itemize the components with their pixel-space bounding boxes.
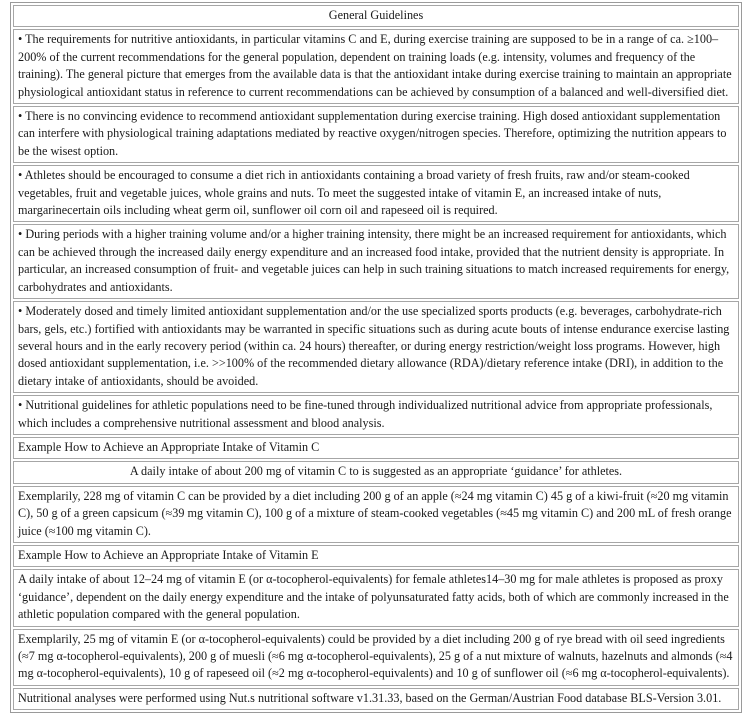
table-row [13,224,739,299]
vitamin-e-heading: Example How to Achieve an Appropriate Intake of Vitamin E [13,545,739,567]
table-row [13,629,739,686]
table-row [13,5,739,27]
guideline-cell: • The requirements for nutritive antioxidants, in particular vitamins C and E, during exercise training are supposed to be in a range of ca. ≥100–200% of the current recommendations for the general population, dependent on training loads (e.g. intensity, volumes and frequency of the training). The general picture that emerges from the available data is that the antioxidant intake during exercise training to maintain an appropriate physiological antioxidant status in reference to current recommendations can be achieved by consumption of a balanced and well-diversified diet. [13,29,739,104]
table-row [13,301,739,393]
guideline-cell: • Moderately dosed and timely limited antioxidant supplementation and/or the use specialized sports products (e.g. beverages, carbohydrate-rich bars, gels, etc.) fortified with antioxidants may be warranted in specific situations such as during acute bouts of intense endurance exercise lasting several hours and in the early recovery period (within ca. 24 hours) thereafter, or during energy restriction/weight loss programs. However, high dosed antioxidant supplementation, i.e. >>100% of the recommended dietary allowance (RDA)/dietary reference intake (DRI), in addition to the dietary intake of antioxidants, should be avoided. [13,301,739,393]
guidelines-table [10,2,742,713]
guideline-cell: • Nutritional guidelines for athletic populations need to be fine-tuned through individualized nutritional advice from appropriate professionals, which includes a comprehensive nutritional assessment and blood analysis. [13,395,739,435]
table-row [13,569,739,626]
guideline-cell: • Athletes should be encouraged to consume a diet rich in antioxidants containing a broad variety of fresh fruits, raw and/or steam-cooked vegetables, fruit and vegetable juices, whole grains and nuts. To meet the suggested intake of vitamin E, an increased intake of nuts, margarinecertain oils including wheat germ oil, sunflower oil corn oil and rapeseed oil is required. [13,165,739,222]
table-row [13,688,739,710]
table-row [13,106,739,163]
vitamin-c-guidance: A daily intake of about 200 mg of vitamin C to is suggested as an appropriate ‘guidance’ for athletes. [13,461,739,483]
vitamin-e-example: Exemplarily, 25 mg of vitamin E (or α-tocopherol-equivalents) could be provided by a diet including 200 g of rye bread with oil seed ingredients (≈7 mg α-tocopherol-equivalents), 200 g of muesli (≈6 mg α-tocopherol-equivalents), 25 g of a nut mixture of walnuts, hazelnuts and almonds (≈4 mg α-tocopherol-equivalents), 10 g of rapeseed oil (≈2 mg α-tocopherol-equivalents) and 10 g of sunflower oil (≈6 mg α-tocopherol-equivalents). [13,629,739,686]
vitamin-e-guidance: A daily intake of about 12–24 mg of vitamin E (or α-tocopherol-equivalents) for female athletes14–30 mg for male athletes is proposed as proxy ‘guidance’, dependent on the daily energy expenditure and the intake of polyunsaturated fatty acids, both of which are commonly increased in the athletic population compared with the general population. [13,569,739,626]
guideline-cell: • There is no convincing evidence to recommend antioxidant supplementation during exercise training. High dosed antioxidant supplementation can interfere with physiological training adaptations mediated by reactive oxygen/nitrogen species. Therefore, optimizing the nutrition appears to be the wisest option. [13,106,739,163]
guideline-cell: • During periods with a higher training volume and/or a higher training intensity, there might be an increased requirement for antioxidants, which can be achieved through the increased daily energy expenditure and an increased food intake, provided that the nutrient density is appropriate. In particular, an increased consumption of fruit- and vegetable juices can help in such training situations to match increased requirements for energy, carbohydrates and antioxidants. [13,224,739,299]
table-row [13,165,739,222]
table-header-cell: General Guidelines [13,5,739,27]
table-row [13,545,739,567]
table-footnote: Nutritional analyses were performed using Nut.s nutritional software v1.31.33, based on the German/Austrian Food database BLS-Version 3.01. [13,688,739,710]
table-row [13,437,739,459]
table-row [13,29,739,104]
vitamin-c-example: Exemplarily, 228 mg of vitamin C can be provided by a diet including 200 g of an apple (≈24 mg vitamin C) 45 g of a kiwi-fruit (≈20 mg vitamin C), 50 g of a green capsicum (≈39 mg vitamin C), 100 g of a mixture of steam-cooked vegetables (≈45 mg vitamin C) and 200 mL of fresh orange juice (≈100 mg vitamin C). [13,486,739,543]
table-row [13,395,739,435]
vitamin-c-heading: Example How to Achieve an Appropriate Intake of Vitamin C [13,437,739,459]
table-row [13,486,739,543]
guidelines-table-container [10,2,742,713]
table-row [13,461,739,483]
